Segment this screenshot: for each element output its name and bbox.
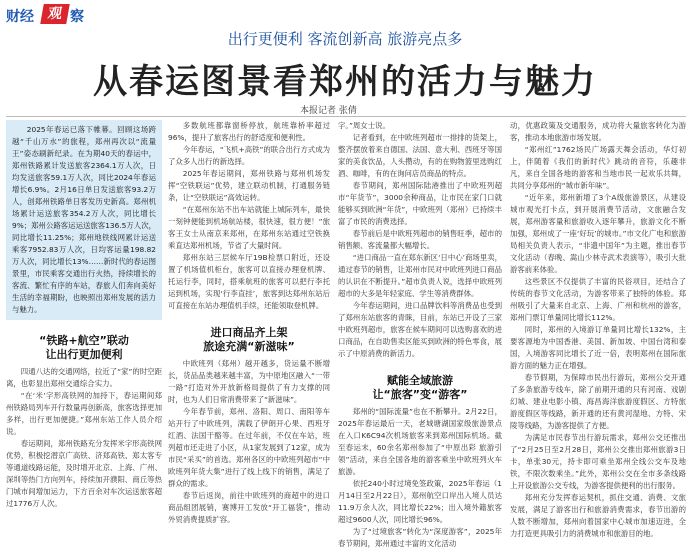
paragraph: 这些景区不仅提供了丰富的民俗项目，还结合了传统的春节文化活动，为游客带来了独特的体验。郑州吸引了大量来自北京、上海、广州和杭州的游客，郑州门票订单量同比增长112%。 [510, 277, 686, 322]
header-rule [6, 116, 686, 117]
paragraph: 今年春节前，郑州、洛阳、周口、南阳等车站开行了中欧班列，满载了伊朗开心果、西班牙红酒、法国干酪等。在过年前，不仅在车站，班列超市还走进了小区，从1家发展到了12家，成为市民“采买”的首选。郑州各区的中欧班列超市“中欧班列年货大集”进行了线上线下的销售，满足了群众的需求。 [168, 407, 330, 488]
paragraph: 中欧班列（郑州）越开越多，货运量不断增长，货品品类越来越丰富，为中原地区融入“一带一路”打造对外开放新格局提供了有力支撑的同时，也为人们日常消费带来了“新滋味”。 [168, 359, 330, 404]
column-2 [168, 120, 330, 526]
paragraph: “郑州红”1762场民广场露天舞会活动，华灯初上，伴随着《我们的新时代》跳动的音符，乐趣非凡，来自全国各地的游客和当地市民一起欢乐共舞，共同分享郑州的“城市新年味”。 [510, 145, 686, 190]
paragraph: 同时，郑州的入境游订单量同比增长132%，主要客源地为中国香港、美国、新加坡、中国台湾和泰国，入境游客同比增长了近一倍，表明郑州在国际旅游方面的魅力正在增强。 [510, 325, 686, 370]
paragraph: 依托240小时过境免签政策，2025年春运（1月14日至2月22日），郑州航空口岸出入境人员达11.9万余人次，同比增长22%；出入境外籍旅客超过9600人次，同比增长96%。 [338, 479, 502, 524]
section-heading-1-line-2: 让出行更加便利 [45, 348, 123, 361]
paragraph: 字。”周女士说。 [338, 121, 390, 130]
section-heading-1-line-1: “铁路+航空”联动 [39, 334, 129, 347]
paragraph: 今年春运，“飞机+高铁”的联合出行方式成为了众多人出行的新选择。 [168, 145, 330, 166]
section-heading-2 [168, 326, 330, 354]
lead-infobox [6, 120, 162, 320]
masthead-text-1: 财经 [6, 9, 34, 25]
subtitle: 出行更便利 客流创新高 旅游亮点多 [227, 30, 463, 48]
paragraph: 记者看到，在中欧班列超市一排排的货架上，整齐摆放着来自德国、法国、意大利、西班牙等国家的美食饮品，人头攒动，有的在购物篮里选购红酒、咖啡，有的在询问店员商品的特点。 [338, 133, 502, 178]
byline: 本报记者 张倩 [300, 106, 357, 116]
paragraph: 郑州的“国际流量”也在不断攀升。2月22日，2025年春运最后一天，老城塘湖国家级旅游景点在入口K6C94次机场旅客来到郑州国际机场。截至春运末，60余名郑州参加了“中原出彩 旅游引领”活动，来自全国各地的游客乘坐中欧班列火车旅游。 [338, 407, 502, 476]
paragraph: 为满足市民春节出行游玩需求，郑州公交还推出了“2月25日至2月28日，郑州公交推出郑州旅游3日卡，单张30元，持卡即可乘坐郑州全线公交车及地铁，不限次数乘坐。”此外，郑州公交在全市多条线路上开设旅游公交专线，为游客提供便利的出行服务。 [510, 433, 686, 490]
section-heading-3-line-1: 赋能全域旅游 [387, 374, 453, 387]
masthead-text-3: 察 [70, 9, 84, 25]
paragraph: “在‘米’字形高铁网的加持下，春运期间郑州铁路局列车开行数量再创新高，旅客选择更加多样，出行更加便捷。”郑州东站工作人员介绍说。 [6, 391, 162, 436]
column-3 [338, 120, 502, 550]
paragraph: 四通八达的交通网络，拉近了“家”的时空距离，也彰显出郑州交通综合实力。 [6, 367, 162, 388]
paragraph: 春节期间，郑州国际陆港推出了中欧班列超市“年货节”，3000余种商品，让市民在家门口就能够买到欧洲“年货”，中欧班列（郑州）已持续丰富了市民的消费选择。 [338, 181, 502, 226]
section-heading-2-line-1: 进口商品齐上架 [210, 326, 288, 339]
paragraph: 动，优惠政策及交通服务，成功将大量旅客转化为游客，推动本地旅游市场发展。 [510, 121, 686, 142]
paragraph: “在郑州东站不出车站就能上城际列车，最快一刻钟便能到机场航站楼，很快速，很方便！”旅客王女士从南京来郑州，在郑州东站通过空铁换乘直达郑州机场，节省了大量时间。 [168, 205, 330, 250]
column-1 [6, 120, 162, 510]
headline: 从春运图景看郑州的活力与魅力 [93, 62, 597, 102]
paragraph: “近年来，郑州新增了3个A级旅游景区，从建设城市观光打卡点，到开展消费节活动，文旅融合发展，郑州游客量和旅游收入逐年攀升，旅游文化不断加强，郑州成了一座‘好玩’的城市。”市文化广电和旅游局相关负责人表示，“非遗中国年”为主题，推出春节文化活动（春晚、嵩山少林寺武术表演等），吸引大批游客前来体验。 [510, 193, 686, 274]
paragraph: 春节后返岗，前往中欧班列的商超中的进口商品组团展销，赛博开工发放“开工福袋”，推动外贸消费提质扩容。 [168, 491, 330, 524]
paragraph: 春节假期，为保障市民出行游玩，郑州公交开通了多条旅游专线车，除了前期开通的只有河南、戏剧幻城、建业电影小镇、海昌海洋旅游度假区、方特旅游度假区等线路，新开通的还有黄河湿地、方特、宋陵等线路，为游客提供了方便。 [510, 373, 686, 430]
lead-text: 2025年春运已落下帷幕。回顾这场跨越“千山万水”的旅程，郑州再次以“流量王”姿态刷新纪录。在为期40天的春运中，郑州铁路累计发送旅客2364.1万人次，日均发送旅客59.1万人次，同比2024年春运增长6.9%。2月16日单日发送旅客93.2万人，创郑州铁路单日客发历史新高。郑州机场累计运送旅客354.2万人次，同比增长9%；郑州公路客运运送旅客136.5万人次，同比增长11.25%；郑州地铁线网累计运送乘客7952.83万人次，日均客运量198.82万人次，同比增长13%……新时代的春运图景里，市民乘客交通出行火热，持续增长的客流、繁忙有序的车站，春旅人们奔向美好生活的幸福期盼，也映照出郑州发展的活力与魅力。 [12, 125, 156, 314]
paragraph: 春节前后是中欧班列超市的销售旺季，超市的销售额、客流量都大幅增长。 [338, 229, 502, 250]
section-heading-1 [6, 334, 162, 362]
column-4 [510, 120, 686, 540]
masthead-text-2: 观 [40, 4, 70, 24]
paragraph: 郑州东站三层候车厅19B检票口附近，还设置了机场值机柜台，旅客可以直接办理登机牌、托运行李，同时，搭乘航班的旅客可以把行李托运到机场，实现‘行李直挂’，旅客到达郑州东站后可直接在东站办理值机手续，还能领取登机牌。 [168, 253, 330, 310]
section-heading-2-line-2: 旅途充满“新滋味” [203, 340, 295, 353]
paragraph: 春运期间，郑州铁路充分发挥米字形高铁网优势，积极挖潜京广高铁、济郑高铁、郑太客专等通道线路运能，及时增开北京、上海、广州、深圳等热门方向列车，持续加开濮阳、商丘等热门城市间增加运力，下方百余对车次运送旅客超过1776万人次。 [6, 439, 162, 508]
paragraph: 多数航班都靠窗桥停放，航班靠桥率超过96%，提升了旅客出行的舒适度和便利性。 [168, 121, 330, 142]
paragraph: 2025年春运期间，郑州铁路与郑州机场发挥“空铁联运”优势，建立联动机制，打通服务链条，让“空铁联运”高效运转。 [168, 169, 330, 202]
paragraph: “进口商品一直在郑东新区‘日中心’商场里卖，通过春节的销售，让郑州市民对中欧班列进口商品的认识在不断提升。”超市负责人说，选择中欧班列超市的大多是年轻家庭、学生等消费群体。 [338, 253, 502, 298]
section-heading-3 [338, 374, 502, 402]
section-heading-3-line-2: 让“旅客”变“游客” [372, 388, 468, 401]
paragraph: 今年春运期间，进口品牌饮料等消费品也受到了郑州东站旅客的青睐，目前，东站已开设了三家中欧班列超市，旅客在候车期间可以选购喜欢的进口商品，在自助售卖区能买到欧洲的特色零食，展示了中原消费的新活力。 [338, 301, 502, 358]
paragraph: 郑州充分发挥春运契机，抓住交通、消费、文旅发展，满足了游客出行和旅游消费需求，春节出游的人数不断增加，郑州向着国家中心城市加速迈进，全力打造更具吸引力的消费城市和旅游目的地。 [510, 493, 686, 538]
masthead [6, 4, 126, 26]
paragraph: 为了“过境旅客”转化为“深度游客”，2025年春节期间，郑州通过丰富的文化活动 [338, 527, 502, 548]
